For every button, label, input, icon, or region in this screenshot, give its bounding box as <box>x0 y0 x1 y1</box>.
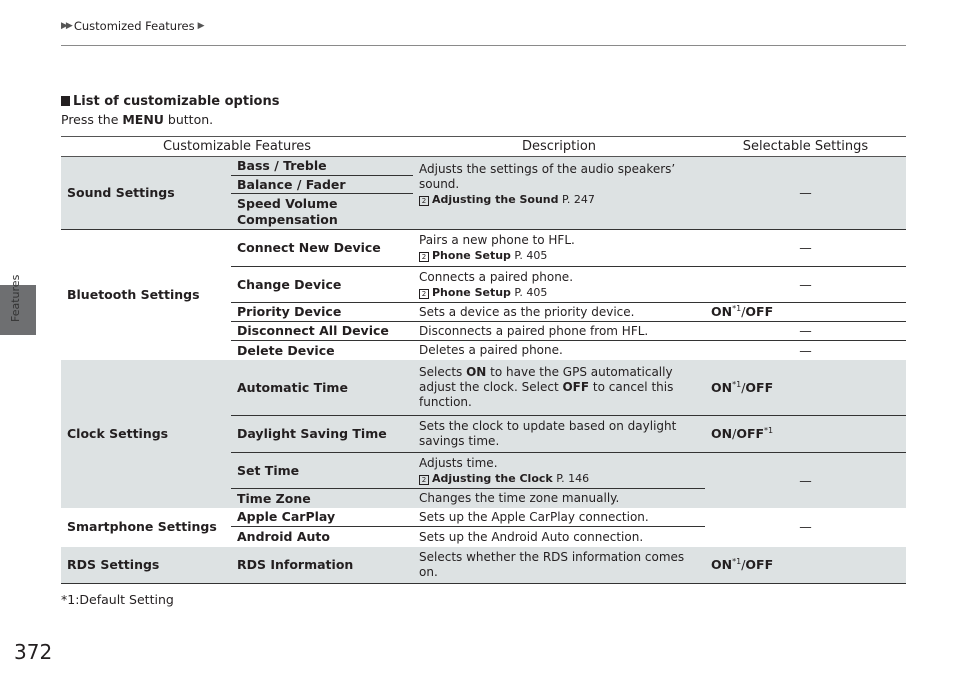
setting-automatic-time: ON$^{*1}$/OFF <box>705 360 906 416</box>
ref-title: Phone Setup <box>432 249 511 263</box>
desc-set-time <box>413 453 705 489</box>
header-settings: Selectable Settings <box>705 137 906 157</box>
cross-reference <box>419 249 699 263</box>
setting-set-time: — <box>705 453 906 508</box>
category-clock: Clock Settings <box>61 360 231 508</box>
options-table <box>61 136 906 584</box>
ref-page: P. 405 <box>514 249 548 263</box>
desc-part: to have the GPS automatically adjust the clock. Select <box>419 365 673 394</box>
setting-priority-device: ON$^{*1}$/OFF <box>705 303 906 322</box>
breadcrumb-label: Customized Features <box>73 19 195 33</box>
table-row <box>61 230 906 267</box>
ref-page: P. 247 <box>562 193 595 206</box>
feature-priority-device: Priority Device <box>231 303 413 322</box>
header-description: Description <box>413 137 705 157</box>
cross-reference <box>419 472 699 486</box>
feature-daylight-saving: Daylight Saving Time <box>231 416 413 453</box>
breadcrumb-trail-arrow-icon: ▶ <box>197 21 205 31</box>
off-keyword: OFF <box>562 380 590 394</box>
feature-apple-carplay: Apple CarPlay <box>231 508 413 527</box>
setting-daylight-saving: ON/OFF$^{*1}$ <box>705 416 906 453</box>
header-features: Customizable Features <box>61 137 413 157</box>
desc-android-auto: Sets up the Android Auto connection. <box>419 529 644 544</box>
footnote-marker: *1 <box>764 426 774 436</box>
table-row <box>61 547 906 584</box>
chapter-label: Features <box>9 274 22 322</box>
desc-daylight-saving: Sets the clock to update based on daylight savings time. <box>413 416 705 453</box>
off-value: OFF <box>745 304 774 320</box>
category-rds: RDS Settings <box>61 547 231 584</box>
on-keyword: ON <box>466 365 487 379</box>
desc-priority-device: Sets a device as the priority device. <box>413 303 705 322</box>
menu-button-name: MENU <box>122 112 164 127</box>
desc-disconnect-all: Disconnects a paired phone from HFL. <box>413 322 705 341</box>
on-value: ON <box>711 426 733 442</box>
feature-set-time: Set Time <box>231 453 413 489</box>
desc-delete-device: Deletes a paired phone. <box>419 343 563 357</box>
intro-before: Press the <box>61 112 123 127</box>
square-bullet-icon <box>61 96 70 106</box>
setting-rds-information: ON$^{*1}$/OFF <box>705 547 906 584</box>
off-value: OFF <box>745 379 774 395</box>
category-bluetooth: Bluetooth Settings <box>67 287 200 303</box>
desc-text: Adjusts time. <box>419 455 498 470</box>
cross-reference <box>419 193 699 207</box>
desc-text: Pairs a new phone to HFL. <box>419 233 575 248</box>
ref-title: Adjusting the Clock <box>432 471 553 485</box>
ref-title: Adjusting the Sound <box>432 193 559 206</box>
feature-speed-volume: Speed Volume Compensation <box>231 194 413 230</box>
section-title <box>61 94 279 109</box>
setting-delete-device: — <box>799 342 812 358</box>
on-value: ON <box>711 557 733 573</box>
setting-sound: — <box>705 157 906 230</box>
category-smartphone: Smartphone Settings <box>67 519 217 535</box>
desc-time-zone: Changes the time zone manually. <box>413 489 705 508</box>
desc-part: to cancel this function. <box>419 380 674 409</box>
setting-smartphone: — <box>799 519 812 535</box>
cross-reference <box>419 286 699 300</box>
ref-page: P. 146 <box>556 471 590 485</box>
footnote-marker: *1 <box>732 557 742 567</box>
feature-disconnect-all: Disconnect All Device <box>231 322 413 341</box>
footnote: *1:Default Setting <box>61 592 174 607</box>
setting-connect-new-device: — <box>705 230 906 267</box>
feature-connect-new-device: Connect New Device <box>231 230 413 267</box>
header-divider <box>61 45 906 46</box>
section-title-text: List of customizable options <box>73 94 280 109</box>
desc-automatic-time <box>413 360 705 416</box>
desc-part: Selects <box>419 365 467 379</box>
feature-android-auto: Android Auto <box>237 529 330 545</box>
desc-change-device <box>413 267 705 303</box>
on-value: ON <box>711 304 733 320</box>
desc-sound-text: Adjusts the settings of the audio speakers’ sound. <box>419 162 676 191</box>
intro-after: button. <box>163 112 214 127</box>
feature-bass-treble: Bass / Treble <box>231 157 413 176</box>
off-value: OFF <box>745 557 774 573</box>
footnote-marker: *1 <box>732 304 742 314</box>
feature-time-zone: Time Zone <box>231 489 413 508</box>
table-row <box>61 157 906 176</box>
on-value: ON <box>711 379 733 395</box>
breadcrumb-arrow-icon: ▶▶ <box>61 21 71 31</box>
breadcrumb <box>61 19 205 33</box>
reference-arrow-icon: 2 <box>419 252 429 262</box>
feature-change-device: Change Device <box>231 267 413 303</box>
table-row <box>61 360 906 416</box>
feature-automatic-time: Automatic Time <box>231 360 413 416</box>
desc-apple-carplay: Sets up the Apple CarPlay connection. <box>413 508 705 527</box>
reference-arrow-icon: 2 <box>419 475 429 485</box>
desc-sound <box>413 157 705 230</box>
ref-page: P. 405 <box>514 285 548 299</box>
table-header-row <box>61 137 906 157</box>
feature-balance-fader: Balance / Fader <box>231 175 413 194</box>
reference-arrow-icon: 2 <box>419 289 429 299</box>
setting-disconnect-all: — <box>705 322 906 341</box>
feature-delete-device: Delete Device <box>237 342 335 358</box>
desc-text: Connects a paired phone. <box>419 269 574 284</box>
setting-change-device: — <box>705 267 906 303</box>
footnote-marker: *1 <box>732 379 742 389</box>
off-value: OFF <box>736 426 765 442</box>
desc-rds-information: Selects whether the RDS information comes on. <box>413 547 705 584</box>
intro-text <box>61 112 213 127</box>
page-number: 372 <box>14 640 53 664</box>
ref-title: Phone Setup <box>432 285 511 299</box>
desc-connect-new-device <box>413 230 705 267</box>
reference-arrow-icon: 2 <box>419 196 429 206</box>
table-row <box>61 508 906 527</box>
feature-rds-information: RDS Information <box>231 547 413 584</box>
category-sound: Sound Settings <box>61 157 231 230</box>
